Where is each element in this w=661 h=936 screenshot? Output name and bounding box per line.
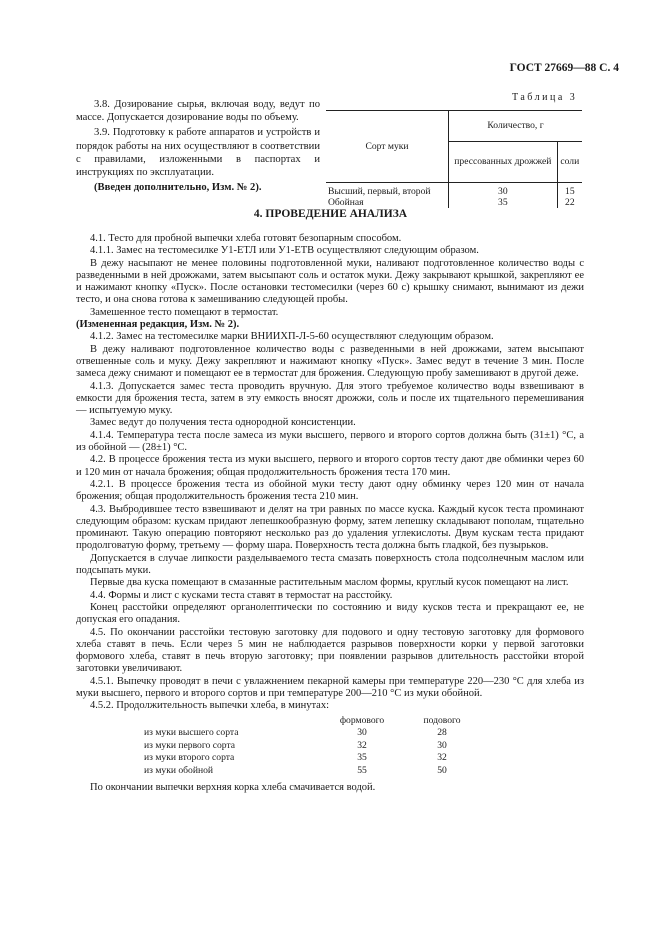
paragraph-4-4: 4.4. Формы и лист с кусками теста ставят в термостат на расстойку. (90, 589, 393, 601)
col-sort-header: Сорт муки (326, 111, 449, 183)
cell-form: 30 (357, 727, 367, 739)
cell-form: 32 (357, 739, 367, 751)
paragraph-4-1: 4.1. Тесто для пробной выпечки хлеба готовят безопарным способом. (90, 233, 402, 244)
row-name: из муки второго сорта (144, 752, 235, 764)
table-3 (326, 110, 582, 208)
paragraph-4-1-2: 4.1.2. Замес на тестомесилке марки ВНИИХП-Л-5-60 осуществляют следующим образом. (90, 331, 494, 343)
paragraph-3-8: 3.8. Дозирование сырья, включая воду, ведут по массе. Допускается дозирование воды по объему. (76, 99, 320, 124)
row-name: из муки обойной (144, 764, 214, 776)
paragraph-4-3-b: Первые два куска помещают в смазанные растительным маслом формы, круглый кусок помещают на лист. (90, 577, 569, 589)
paragraph-4-1-3: 4.1.3. Допускается замес теста проводить вручную. Для этого требуемое количество воды взвешивают в емкости для брожения теста, затем в эту емкость вносят дрожжи, соль и после их тщательного перемешивания — испытуемую муку. (76, 380, 584, 417)
paragraph-4-2: 4.2. В процессе брожения теста из муки высшего, первого и второго сортов тесту дают две обминки через 60 и 120 мин от начала брожения; общая продолжительность брожения теста 170 мин. (76, 454, 584, 478)
paragraph-4-5-2: 4.5.2. Продолжительность выпечки хлеба, в минутах: (90, 700, 329, 712)
col-pod-header: подового (423, 714, 461, 726)
cell-pod: 32 (437, 752, 447, 764)
table-3-label: Таблица 3 (512, 92, 578, 103)
left-column (76, 98, 320, 196)
cell-salt: 22 (557, 197, 582, 208)
amendment-note: (Введен дополнительно, Изм. № 2). (94, 182, 262, 194)
main-text (76, 233, 584, 794)
paragraph-4-2-1: 4.2.1. В процессе брожения теста из обойной муки тесту дают одну обминку через 120 мин от начала брожения; общая продолжительность брожения теста 210 мин. (76, 478, 584, 503)
col-yeast-header: прессованных дрожжей (449, 142, 558, 183)
row-name: из муки первого сорта (144, 739, 236, 751)
paragraph-3-9: 3.9. Подготовку к работе аппаратов и устройств и порядок работы на них осуществляют в соответствии с правилами, изложенными в паспортах и инструкциях по эксплуатации. (76, 127, 320, 179)
cell-pod: 30 (437, 739, 447, 751)
cell-sort: Высший, первый, второй (328, 186, 431, 197)
table-row (144, 765, 474, 778)
cell-yeast: 35 (449, 197, 558, 208)
paragraph-4-1-1-b: Замешенное тесто помещают в термостат. (90, 306, 279, 318)
paragraph-4-3-a: Допускается в случае липкости разделываемого теста смазать поверхность стола подсолнечным маслом или подсыпать муки. (76, 552, 584, 577)
table-row (326, 197, 582, 208)
paragraph-4-1-4: 4.1.4. Температура теста после замеса из муки высшего, первого и второго сортов должна быть (31±1) °С, а из обойной — (28±1) °С. (76, 429, 584, 454)
paragraph-4-5: 4.5. По окончании расстойки тестовую заготовку для подового и одну тестовую заготовку для формового хлеба ставят в печь. Если через 5 мин не наблюдается разрывов поверхности корки у первой заготовки формового хлеба, ставят в печь вторую заготовку; при появлении разрывов длительность расстойки второй заготовки увеличивают. (76, 626, 584, 675)
baking-time-table (144, 715, 474, 778)
cell-sort: Обойная (328, 197, 364, 208)
cell-yeast: 30 (449, 183, 558, 198)
amendment-note: (Измененная редакция, Изм. № 2). (76, 319, 240, 331)
col-salt-header: соли (557, 142, 582, 183)
paragraph-4-4-a: Конец расстойки определяют органолептически по состоянию и виду кусков теста и прекращают ее, не допуская его опадания. (76, 601, 584, 626)
cell-pod: 28 (437, 727, 447, 739)
page-header: ГОСТ 27669—88 С. 4 (509, 62, 619, 74)
table-row (326, 183, 582, 198)
paragraph-4-5-1: 4.5.1. Выпечку проводят в печи с увлажнением пекарной камеры при температуре 220—230 °С для хлеба из муки высшего, первого и второго сортов и при температуре 200—210 °С из муки обойной. (76, 675, 584, 699)
table-row (144, 727, 474, 740)
col-form-header: формового (339, 714, 385, 726)
table-row (144, 752, 474, 765)
col-qty-header: Количество, г (449, 111, 583, 142)
row-name: из муки высшего сорта (144, 727, 239, 739)
section-title: 4. ПРОВЕДЕНИЕ АНАЛИЗА (253, 208, 408, 220)
table-row (144, 740, 474, 753)
cell-form: 35 (357, 752, 367, 764)
paragraph-4-1-1-a: В дежу насыпают не менее половины подготовленной муки, наливают подготовленное количество воды с разведенными в ней дрожжами, затем высыпают соль и остаток муки. Дежу закрывают крышкой, закрепляют ее и нажимают кнопку «Пуск». После остановки тестомесилки (через 60 с) крышку снимают, вынимают из дежи тесто, и она снова готова к замешиванию следующей пробы. (76, 257, 584, 306)
paragraph-4-1-3-a: Замес ведут до получения теста однородной консистенции. (90, 417, 356, 429)
final-paragraph: По окончании выпечки верхняя корка хлеба смачивается водой. (90, 781, 376, 793)
cell-form: 55 (357, 764, 367, 776)
paragraph-4-1-1: 4.1.1. Замес на тестомесилке У1-ЕТЛ или У1-ЕТВ осуществляют следующим образом. (90, 245, 479, 257)
paragraph-4-3: 4.3. Выбродившее тесто взвешивают и делят на три равных по массе куска. Каждый кусок теста проминают следующим образом: кускам придают лепешкообразную форму, затем лепешку складывают пополам, тщательно проминают. Такую операцию повторяют несколько раз до удаления углекислоты. Двум кускам теста придают продолговатую форму, третьему — форму шара. Поверхность теста должна быть гладкой, без пузырьков. (76, 503, 584, 552)
cell-pod: 50 (437, 764, 447, 776)
cell-salt: 15 (557, 183, 582, 198)
paragraph-4-1-2-a: В дежу наливают подготовленное количество воды с разведенными в ней дрожжами, затем высыпают отвешенные соль и муку. Дежу закрепляют и нажимают кнопку «Пуск». Замес ведут в течение 3 мин. После замеса дежу снимают и помещают ее в термостат для брожения. Следующую пробу замешивают в другой деже. (76, 343, 584, 380)
